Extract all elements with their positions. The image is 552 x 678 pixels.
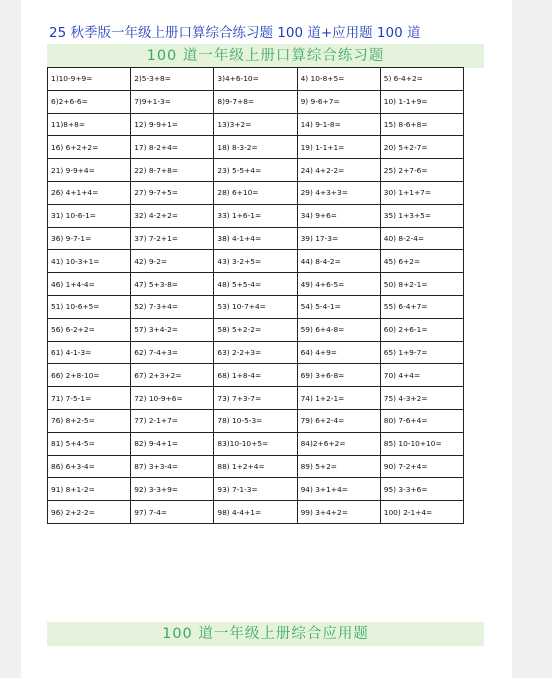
problem-cell: 60) 2+6-1= bbox=[380, 318, 463, 341]
table-row bbox=[48, 409, 464, 432]
problem-cell: 3)4+6-10= bbox=[214, 68, 297, 91]
section-heading-word-problems: 100 道一年级上册综合应用题 bbox=[47, 622, 484, 646]
problem-cell: 97) 7-4= bbox=[131, 501, 214, 524]
problem-cell: 98) 4-4+1= bbox=[214, 501, 297, 524]
problem-cell: 53) 10-7+4= bbox=[214, 295, 297, 318]
problem-cell: 43) 3-2+5= bbox=[214, 250, 297, 273]
table-row bbox=[48, 387, 464, 410]
table-row bbox=[48, 501, 464, 524]
problem-cell: 18) 8-3-2= bbox=[214, 136, 297, 159]
problem-cell: 75) 4-3+2= bbox=[380, 387, 463, 410]
table-row bbox=[48, 478, 464, 501]
problem-cell: 21) 9-9+4= bbox=[48, 159, 131, 182]
problem-cell: 78) 10-5-3= bbox=[214, 409, 297, 432]
problem-cell: 81) 5+4-5= bbox=[48, 432, 131, 455]
problem-cell: 68) 1+8-4= bbox=[214, 364, 297, 387]
problem-cell: 45) 6+2= bbox=[380, 250, 463, 273]
problem-cell: 16) 6+2+2= bbox=[48, 136, 131, 159]
table-row bbox=[48, 159, 464, 182]
problem-cell: 57) 3+4-2= bbox=[131, 318, 214, 341]
problem-cell: 72) 10-9+6= bbox=[131, 387, 214, 410]
table-row bbox=[48, 250, 464, 273]
problem-cell: 24) 4+2-2= bbox=[297, 159, 380, 182]
problem-cell: 96) 2+2-2= bbox=[48, 501, 131, 524]
table-row bbox=[48, 204, 464, 227]
problem-cell: 29) 4+3+3= bbox=[297, 181, 380, 204]
table-row bbox=[48, 364, 464, 387]
problem-cell: 56) 6-2+2= bbox=[48, 318, 131, 341]
problem-cell: 84)2+6+2= bbox=[297, 432, 380, 455]
problem-cell: 64) 4+9= bbox=[297, 341, 380, 364]
problem-cell: 28) 6+10= bbox=[214, 181, 297, 204]
problem-cell: 92) 3-3+9= bbox=[131, 478, 214, 501]
problem-cell: 26) 4+1+4= bbox=[48, 181, 131, 204]
problem-cell: 49) 4+6-5= bbox=[297, 273, 380, 296]
problem-cell: 71) 7-5-1= bbox=[48, 387, 131, 410]
problem-cell: 44) 8-4-2= bbox=[297, 250, 380, 273]
problem-cell: 90) 7-2+4= bbox=[380, 455, 463, 478]
problem-cell: 1)10-9+9= bbox=[48, 68, 131, 91]
table-row bbox=[48, 341, 464, 364]
problem-cell: 39) 17-3= bbox=[297, 227, 380, 250]
problem-cell: 35) 1+3+5= bbox=[380, 204, 463, 227]
table-row bbox=[48, 68, 464, 91]
problem-cell: 69) 3+6-8= bbox=[297, 364, 380, 387]
problem-cell: 59) 6+4-8= bbox=[297, 318, 380, 341]
problem-cell: 25) 2+7-6= bbox=[380, 159, 463, 182]
problem-cell: 74) 1+2-1= bbox=[297, 387, 380, 410]
problem-cell: 67) 2+3+2= bbox=[131, 364, 214, 387]
problem-cell: 36) 9-7-1= bbox=[48, 227, 131, 250]
problem-cell: 61) 4-1-3= bbox=[48, 341, 131, 364]
problem-cell: 65) 1+9-7= bbox=[380, 341, 463, 364]
problem-cell: 50) 8+2-1= bbox=[380, 273, 463, 296]
problem-cell: 46) 1+4-4= bbox=[48, 273, 131, 296]
problem-cell: 20) 5+2-7= bbox=[380, 136, 463, 159]
problem-cell: 51) 10-6+5= bbox=[48, 295, 131, 318]
problem-cell: 89) 5+2= bbox=[297, 455, 380, 478]
problem-table bbox=[47, 67, 464, 524]
table-row bbox=[48, 136, 464, 159]
problem-cell: 10) 1-1+9= bbox=[380, 90, 463, 113]
problem-cell: 22) 8-7+8= bbox=[131, 159, 214, 182]
table-row bbox=[48, 90, 464, 113]
problem-cell: 66) 2+8-10= bbox=[48, 364, 131, 387]
table-row bbox=[48, 318, 464, 341]
problem-cell: 4) 10-8+5= bbox=[297, 68, 380, 91]
problem-cell: 47) 5+3-8= bbox=[131, 273, 214, 296]
problem-cell: 86) 6+3-4= bbox=[48, 455, 131, 478]
problem-cell: 32) 4-2+2= bbox=[131, 204, 214, 227]
problem-cell: 79) 6+2-4= bbox=[297, 409, 380, 432]
problem-cell: 55) 6-4+7= bbox=[380, 295, 463, 318]
problem-cell: 76) 8+2-5= bbox=[48, 409, 131, 432]
problem-cell: 88) 1+2+4= bbox=[214, 455, 297, 478]
problem-cell: 6)2+6-6= bbox=[48, 90, 131, 113]
problem-cell: 17) 8-2+4= bbox=[131, 136, 214, 159]
problem-cell: 73) 7+3-7= bbox=[214, 387, 297, 410]
table-row bbox=[48, 455, 464, 478]
problem-cell: 42) 9-2= bbox=[131, 250, 214, 273]
problem-cell: 27) 9-7+5= bbox=[131, 181, 214, 204]
problem-cell: 33) 1+6-1= bbox=[214, 204, 297, 227]
problem-cell: 82) 9-4+1= bbox=[131, 432, 214, 455]
problem-cell: 5) 6-4+2= bbox=[380, 68, 463, 91]
problem-cell: 34) 9+6= bbox=[297, 204, 380, 227]
problem-cell: 14) 9-1-8= bbox=[297, 113, 380, 136]
problem-cell: 41) 10-3+1= bbox=[48, 250, 131, 273]
problem-cell: 48) 5+5-4= bbox=[214, 273, 297, 296]
problem-cell: 52) 7-3+4= bbox=[131, 295, 214, 318]
document-title: 25 秋季版一年级上册口算综合练习题 100 道+应用题 100 道 bbox=[49, 25, 421, 41]
table-row bbox=[48, 113, 464, 136]
problem-cell: 23) 5-5+4= bbox=[214, 159, 297, 182]
problem-cell: 95) 3-3+6= bbox=[380, 478, 463, 501]
table-row bbox=[48, 432, 464, 455]
problem-cell: 7)9+1-3= bbox=[131, 90, 214, 113]
problem-cell: 91) 8+1-2= bbox=[48, 478, 131, 501]
section-heading-mental-math: 100 道一年级上册口算综合练习题 bbox=[47, 44, 484, 68]
problem-cell: 93) 7-1-3= bbox=[214, 478, 297, 501]
problem-cell: 30) 1+1+7= bbox=[380, 181, 463, 204]
problem-cell: 37) 7-2+1= bbox=[131, 227, 214, 250]
problem-cell: 40) 8-2-4= bbox=[380, 227, 463, 250]
table-row bbox=[48, 273, 464, 296]
problem-cell: 15) 8-6+8= bbox=[380, 113, 463, 136]
problem-cell: 11)8+8= bbox=[48, 113, 131, 136]
problem-cell: 70) 4+4= bbox=[380, 364, 463, 387]
problem-cell: 12) 9-9+1= bbox=[131, 113, 214, 136]
problem-cell: 54) 5-4-1= bbox=[297, 295, 380, 318]
table-row bbox=[48, 295, 464, 318]
problem-cell: 62) 7-4+3= bbox=[131, 341, 214, 364]
problem-cell: 80) 7-6+4= bbox=[380, 409, 463, 432]
problem-cell: 31) 10-6-1= bbox=[48, 204, 131, 227]
problem-cell: 19) 1-1+1= bbox=[297, 136, 380, 159]
table-row bbox=[48, 227, 464, 250]
problem-cell: 99) 3+4+2= bbox=[297, 501, 380, 524]
table-row bbox=[48, 181, 464, 204]
problem-cell: 83)10-10+5= bbox=[214, 432, 297, 455]
problem-cell: 9) 9-6+7= bbox=[297, 90, 380, 113]
problem-cell: 85) 10-10+10= bbox=[380, 432, 463, 455]
problem-cell: 63) 2-2+3= bbox=[214, 341, 297, 364]
problem-cell: 77) 2-1+7= bbox=[131, 409, 214, 432]
problem-cell: 38) 4-1+4= bbox=[214, 227, 297, 250]
problem-cell: 2)5-3+8= bbox=[131, 68, 214, 91]
problem-cell: 13)3+2= bbox=[214, 113, 297, 136]
problem-cell: 87) 3+3-4= bbox=[131, 455, 214, 478]
problem-cell: 8)9-7+8= bbox=[214, 90, 297, 113]
problem-cell: 58) 5+2-2= bbox=[214, 318, 297, 341]
problem-cell: 94) 3+1+4= bbox=[297, 478, 380, 501]
problem-cell: 100) 2-1+4= bbox=[380, 501, 463, 524]
